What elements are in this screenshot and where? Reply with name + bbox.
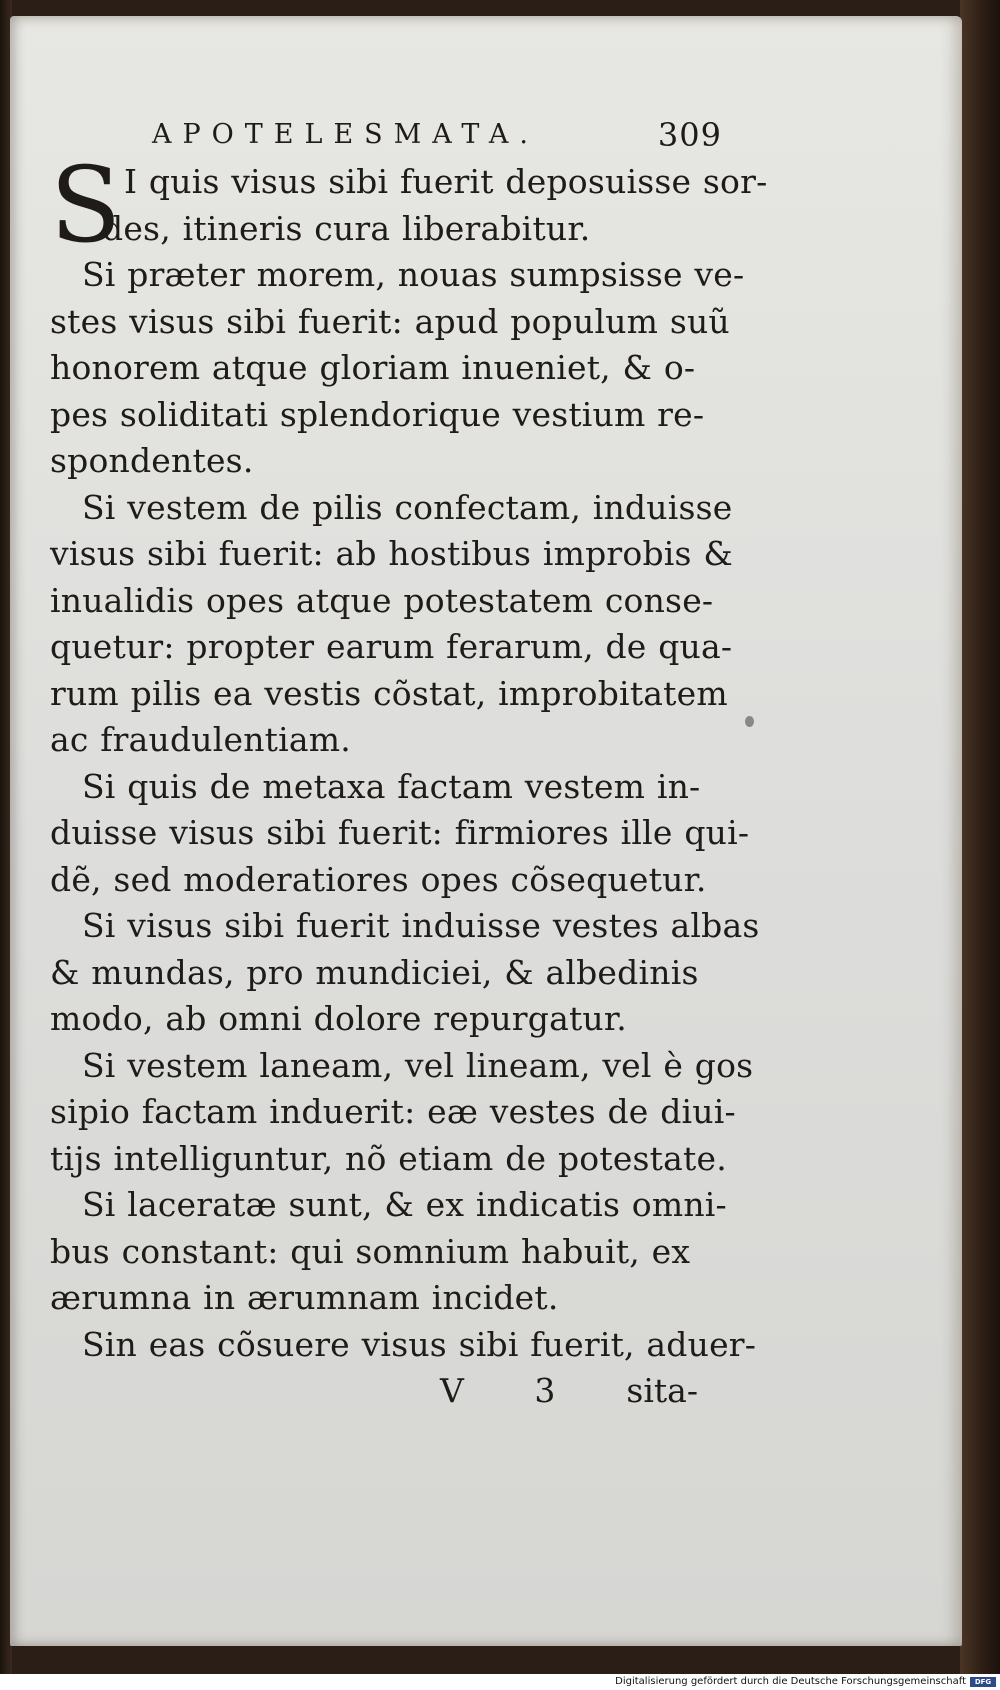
credit-text: Digitalisierung gefördert durch die Deutsche Forschungsgemeinschaft	[615, 1676, 966, 1687]
paragraph-2	[50, 252, 745, 485]
drop-cap: S	[50, 144, 122, 266]
page-footer	[50, 1368, 730, 1415]
text-line: visus sibi fuerit: ab hostibus improbis &	[50, 534, 733, 573]
text-line: des, itineris cura liberabitur.	[102, 208, 591, 248]
text-line: bus constant: qui somnium habuit, ex	[50, 1231, 691, 1271]
dfg-logo-icon: DFG	[970, 1677, 996, 1687]
text-line: & mundas, pro mundiciei, & albedinis	[50, 952, 699, 992]
text-line: inualidis opes atque potestatem conse-	[50, 580, 714, 620]
digitization-credit-bar	[0, 1674, 1000, 1690]
text-line: Si quis de metaxa factam vestem in-	[82, 766, 701, 806]
text-line: sipio factam induerit: eæ vestes de diui-	[50, 1092, 736, 1131]
text-line: Si præter morem, nouas sumpsisse ve-	[82, 255, 745, 294]
text-line: honorem atque gloriam inueniet, & o-	[50, 348, 696, 387]
paper-page	[10, 16, 962, 1646]
text-line: Si laceratæ sunt, & ex indicatis omni-	[82, 1185, 727, 1224]
text-line: I quis visus sibi fuerit deposuisse sor-	[124, 162, 768, 201]
text-line: stes visus sibi fuerit: apud populum suũ	[50, 301, 730, 341]
paragraph-6	[50, 1043, 754, 1183]
paragraph-1	[50, 144, 768, 266]
paragraph-8	[50, 1322, 757, 1369]
paragraph-7	[50, 1182, 730, 1322]
paragraph-4	[50, 764, 750, 904]
paragraph-5	[50, 903, 760, 1043]
text-line: pes soliditati splendorique vestium re-	[50, 394, 705, 434]
page-number: 309	[657, 116, 722, 154]
book-cover-edge	[960, 0, 1000, 1674]
text-line: Si vestem de pilis confectam, induisse	[82, 487, 733, 527]
text-line: spondentes.	[50, 441, 254, 480]
page-header	[50, 111, 730, 159]
text-line: dẽ, sed moderatiores opes cõsequetur.	[50, 859, 707, 899]
catchword: sita-	[626, 1371, 698, 1410]
text-line: ærumna in ærumnam incidet.	[50, 1278, 559, 1317]
running-title: APOTELESMATA.	[152, 119, 539, 150]
text-line: quetur: propter earum ferarum, de qua-	[50, 627, 733, 666]
text-line: Sin eas cõsuere visus sibi fuerit, aduer-	[82, 1324, 757, 1364]
signature-mark: V 3	[440, 1371, 586, 1410]
text-block	[50, 111, 768, 1415]
text-line: Si visus sibi fuerit induisse vestes albas	[82, 906, 760, 945]
paragraph-3	[50, 485, 733, 764]
text-line: ac fraudulentiam.	[50, 720, 351, 759]
text-line: Si vestem laneam, vel lineam, vel è gos	[82, 1045, 754, 1085]
text-line: modo, ab omni dolore repurgatur.	[50, 999, 627, 1038]
text-line: tijs intelliguntur, nõ etiam de potestate.	[50, 1138, 727, 1178]
text-line: rum pilis ea vestis cõstat, improbitatem	[50, 673, 728, 713]
paper-stain	[745, 716, 754, 727]
text-line: duisse visus sibi fuerit: firmiores ille qui-	[50, 813, 750, 852]
